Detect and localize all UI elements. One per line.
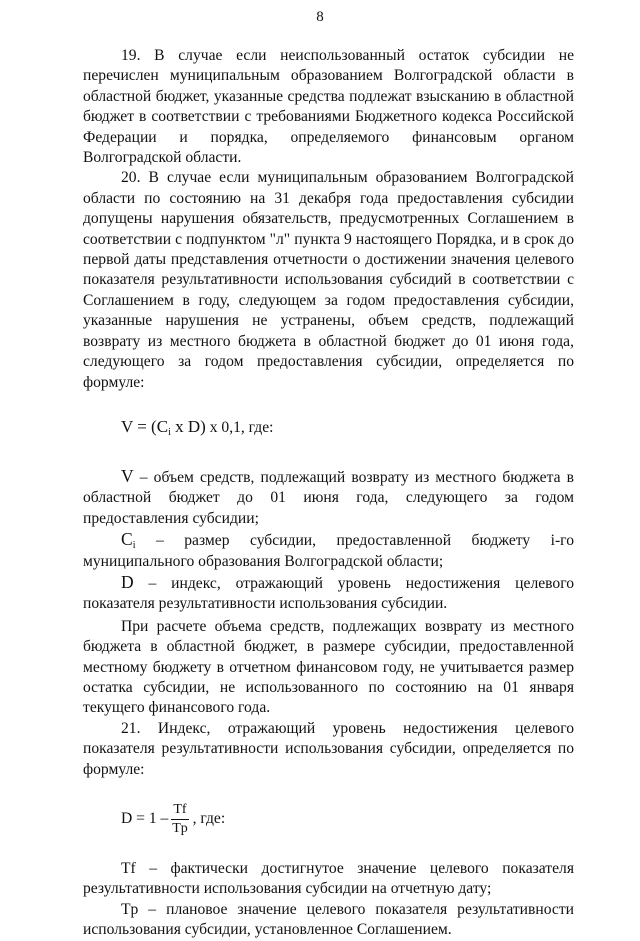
- formula-d-fraction: [171, 802, 188, 837]
- formula-d-denominator: Tp: [172, 821, 188, 836]
- page-number: 8: [316, 9, 324, 25]
- paragraph-20: 20. В случае если муниципальным образованием Волгоградской области по состоянию на 31 декабря года предоставления субсидии допущены нарушения обязательств, предусмотренных Соглашением в соответствии с подпунктом "л" пункта 9 настоящего Порядка, и в срок до первой даты представления отчетности о достижении значения целевого показателя результативности использования субсидий в соответствии с Соглашением в году, следующем за годом предоставления субсидии, указанные нарушения не устранены, объем средств, подлежащий возврату из местного бюджета в областной бюджет до 01 июня года, следующего за годом предоставления субсидии, определяется по формуле:: [83, 169, 574, 391]
- document-body: [83, 46, 574, 941]
- paragraph-21: 21. Индекс, отражающий уровень недостижения целевого показателя результативности использования субсидии, определяется по формуле:: [83, 719, 574, 778]
- formula-v-lhs: V = (C: [121, 416, 169, 436]
- definition-v-symbol: V: [121, 465, 134, 486]
- definition-tp: Tp – плановое значение целевого показателя результативности использования субсидии, установленное Соглашением.: [83, 900, 574, 939]
- definition-d-symbol: D: [121, 571, 134, 592]
- definition-c: [83, 529, 574, 572]
- definition-v: [83, 466, 574, 529]
- formula-v: [121, 416, 574, 439]
- formula-v-tail: x 0,1, где:: [205, 418, 274, 436]
- definition-c-symbol: C: [121, 529, 133, 550]
- paragraph-calculation: При расчете объема средств, подлежащих возврату из местного бюджета в областной бюджет, в размере субсидии, предоставленной местному бюджету в отчетном финансовом году, не учитывается размер остатка субсидии, не использованного по состоянию на 01 января текущего финансового года.: [83, 617, 574, 717]
- definition-v-text: – объем средств, подлежащий возврату из местного бюджета в областной бюджет до 01 июня года, следующего за годом предоставления субсидии;: [83, 468, 574, 527]
- formula-d-numerator: Tf: [171, 802, 188, 820]
- paragraph-19: 19. В случае если неиспользованный остаток субсидии не перечислен муниципальным образованием Волгоградской области в областной бюджет, указанные средства подлежат взысканию в областной бюджет в соответствии с требованиями Бюджетного кодекса Российской Федерации и порядка, определяемого финансовым органом Волгоградской области.: [83, 47, 574, 167]
- definition-d-text: – индекс, отражающий уровень недостижения целевого показателя результативности использования субсидии.: [83, 574, 574, 613]
- definition-tf: Tf – фактически достигнутое значение целевого показателя результативности использования субсидии на отчетную дату;: [83, 860, 574, 898]
- formula-v-subscript: i: [168, 426, 171, 438]
- definition-d: [83, 572, 574, 615]
- formula-d-tail: , где:: [192, 810, 226, 828]
- formula-d: [121, 802, 574, 837]
- formula-d-lhs: D = 1 –: [121, 810, 169, 828]
- definition-c-subscript: i: [132, 540, 136, 552]
- definition-c-text: – размер субсидии, предоставленной бюджету i-го муниципального образования Волгоградской области;: [83, 532, 574, 570]
- formula-v-product: x D): [170, 416, 206, 436]
